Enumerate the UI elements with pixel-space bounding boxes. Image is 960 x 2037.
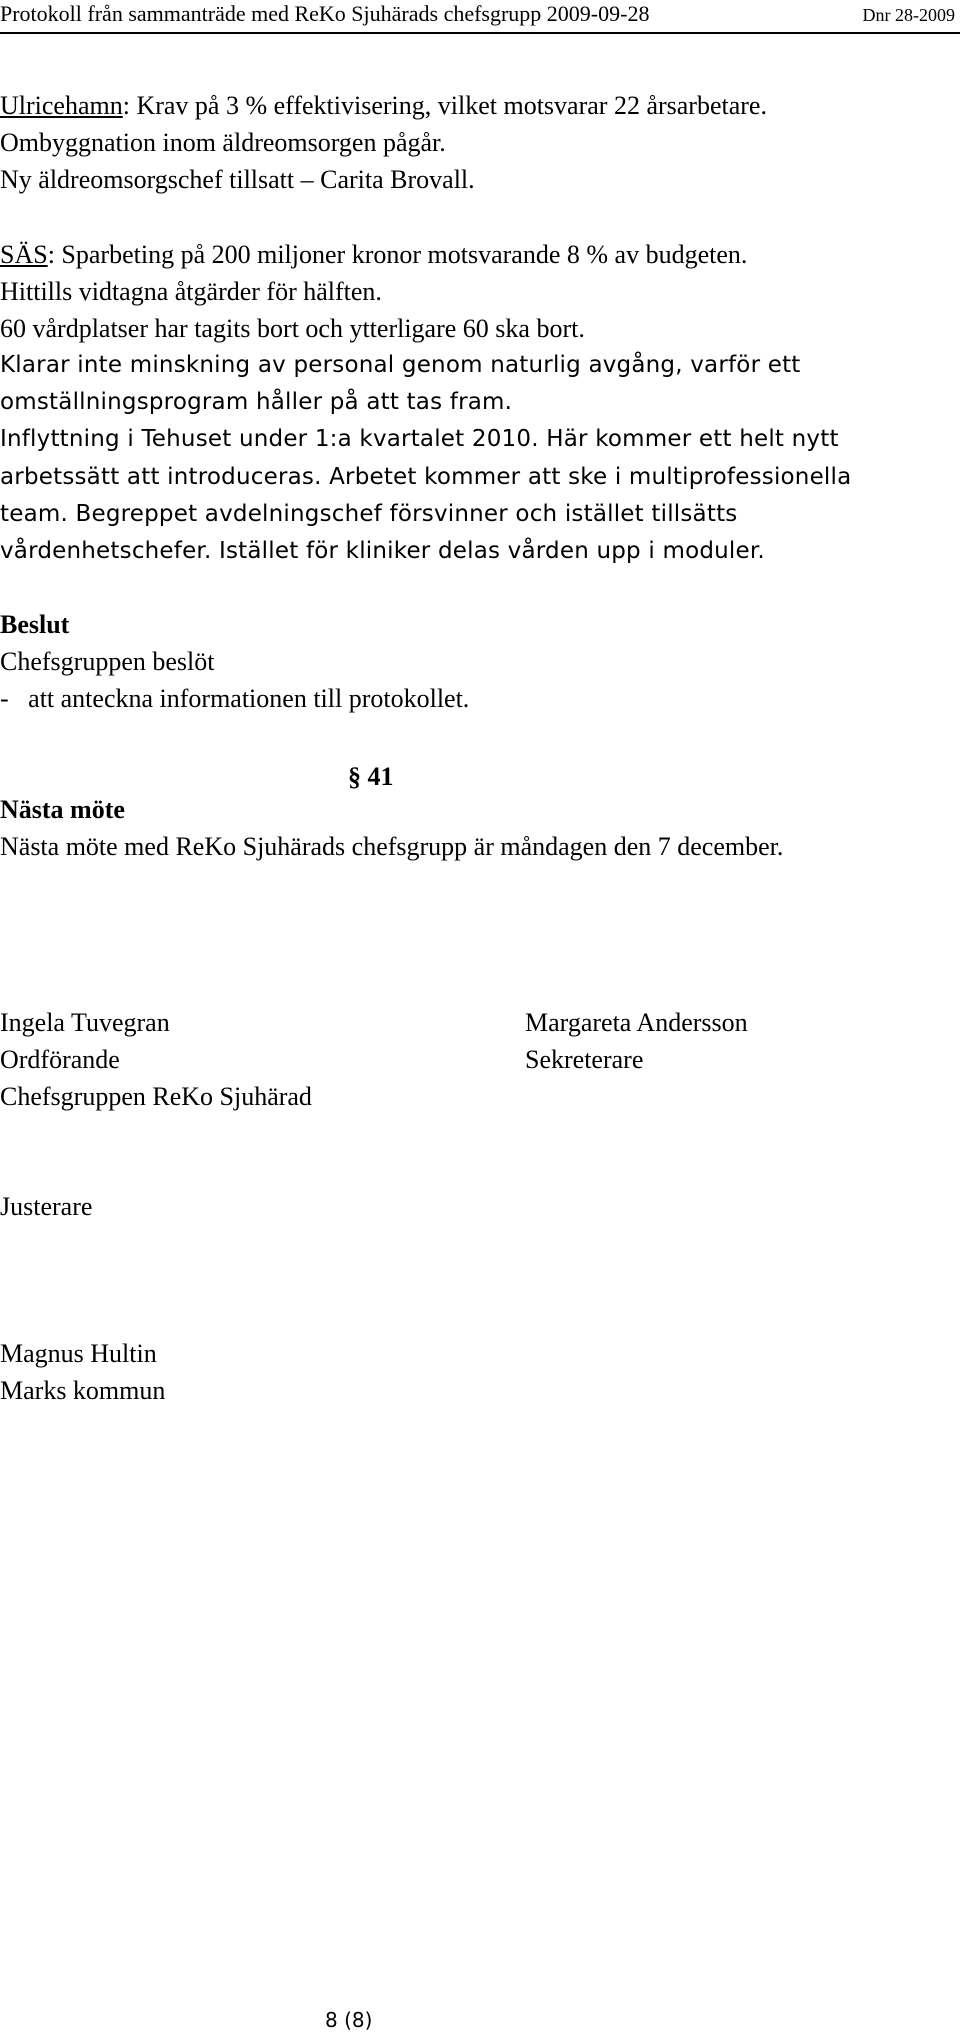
- justerare-name: Magnus Hultin: [0, 1339, 157, 1368]
- justerare-org: Marks kommun: [0, 1376, 166, 1405]
- sas-line-6: Inflyttning i Tehuset under 1:a kvartalet 2010. Här kommer ett helt nytt: [0, 426, 839, 452]
- sas-line-1: SÄS: Sparbeting på 200 miljoner kronor motsvarande 8 % av budgeten.: [0, 240, 748, 269]
- sas-label: SÄS: [0, 240, 48, 269]
- signature-left-org: Chefsgruppen ReKo Sjuhärad: [0, 1082, 312, 1111]
- sas-line-2: Hittills vidtagna åtgärder för hälften.: [0, 277, 382, 306]
- document-number: Dnr 28-2009: [862, 5, 955, 25]
- sas-line-7: arbetssätt att introduceras. Arbetet kommer att ske i multiprofessionella: [0, 464, 852, 490]
- section-text: Nästa möte med ReKo Sjuhärads chefsgrupp är måndagen den 7 december.: [0, 832, 784, 861]
- sas-line-4: Klarar inte minskning av personal genom naturlig avgång, varför ett: [0, 352, 801, 378]
- beslut-line-2: - att anteckna informationen till protokollet.: [0, 684, 470, 713]
- paragraph-number: § 41: [348, 762, 394, 791]
- signature-left-role: Ordförande: [0, 1045, 120, 1074]
- sas-line-3: 60 vårdplatser har tagits bort och ytterligare 60 ska bort.: [0, 314, 585, 343]
- sas-line-9: vårdenhetschefer. Istället för kliniker delas vården upp i moduler.: [0, 538, 765, 564]
- sas-line-8: team. Begreppet avdelningschef försvinner och istället tillsätts: [0, 501, 738, 527]
- ulricehamn-label: Ulricehamn: [0, 91, 123, 120]
- signature-right-name: Margareta Andersson: [525, 1008, 748, 1037]
- ulricehamn-line-2: Ombyggnation inom äldreomsorgen pågår.: [0, 128, 446, 157]
- page-number: 8 (8): [325, 2008, 373, 2032]
- beslut-heading: Beslut: [0, 610, 70, 639]
- sas-line-5: omställningsprogram håller på att tas fram.: [0, 389, 513, 415]
- justerare-label: Justerare: [0, 1192, 93, 1221]
- ulricehamn-line-3: Ny äldreomsorgschef tillsatt – Carita Brovall.: [0, 165, 475, 194]
- header-divider: [0, 32, 960, 34]
- section-heading: Nästa möte: [0, 795, 125, 824]
- signature-right-role: Sekreterare: [525, 1045, 644, 1074]
- page-header: [0, 0, 960, 32]
- beslut-line-1: Chefsgruppen beslöt: [0, 647, 215, 676]
- ulricehamn-line-1: Ulricehamn: Krav på 3 % effektivisering, vilket motsvarar 22 årsarbetare.: [0, 91, 767, 120]
- document-title: Protokoll från sammanträde med ReKo Sjuhärads chefsgrupp 2009-09-28: [0, 1, 650, 26]
- signature-left-name: Ingela Tuvegran: [0, 1008, 170, 1037]
